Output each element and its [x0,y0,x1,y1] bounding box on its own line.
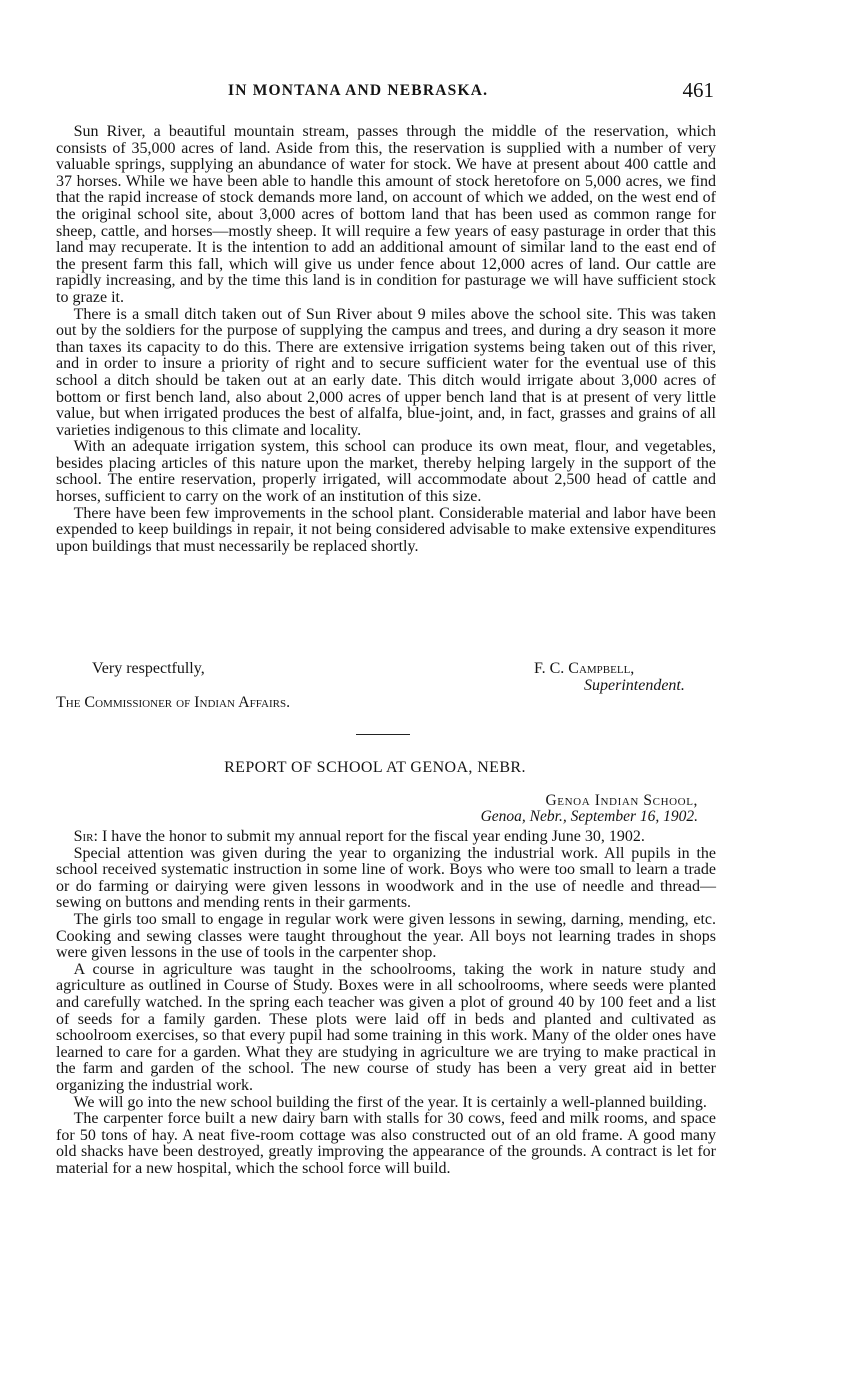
running-title: IN MONTANA AND NEBRASKA. [228,82,489,99]
paragraph-new-building: We will go into the new school building the first of the year. It is certainly a well-planned building. [73,1093,707,1111]
signer-name: F. C. Campbell, [534,660,635,677]
opening-text: I have the honor to submit my annual report for the fiscal year ending June 30, 1902. [101,828,645,845]
paragraph-opening [56,829,716,846]
page-number: 461 [682,78,714,102]
signature-block [56,660,716,694]
section-divider [356,734,410,735]
paragraph-girls-lessons: The girls too small to engage in regular work were given lessons in sewing, darning, mending, etc. Cooking and sewing classes were taught throughout the year. All boys not learning trades in shops were given lessons in the use of tools in the carpenter shop. [56,910,716,962]
genoa-report-body [56,829,716,1177]
salutation: Sir: [73,828,98,845]
paragraph-carpenter-force: The carpenter force built a new dairy barn with stalls for 30 cows, feed and milk rooms, and space for 50 tons of hay. A neat five-room cottage was also constructed out of an old frame. A good many old shacks have been destroyed, greatly improving the appearance of the grounds. A contract is let for material for a new hospital, which the school force will build. [56,1110,716,1177]
signer-title: Superintendent. [584,677,685,694]
paragraph-irrigation-ditch: There is a small ditch taken out of Sun River about 9 miles above the school site. This was taken out by the soldiers for the purpose of supplying the campus and trees, and during a dry season it more than taxes its capacity to do this. There are extensive irrigation systems being taken out of this river, and in order to insure a priority of right and to secure sufficient water for the eventual use of this school a ditch should be taken out at an early date. This ditch would irrigate about 3,000 acres of bottom or first bench land, also about 2,000 acres of upper bench land that is at present of very little value, but when irrigated produces the best of alfalfa, blue-joint, and, in fact, grasses and grains of all varieties indigenous to this climate and locality. [56,305,716,439]
paragraph-agriculture: A course in agriculture was taught in the schoolrooms, taking the work in nature study and agriculture as outlined in Course of Study. Boxes were in all schoolrooms, where seeds were planted and carefully watched. In the spring each teacher was given a plot of ground 40 by 100 feet and a list of seeds for a family garden. These plots were laid off in beds and planted and cultivated as schoolroom exercises, so that every pupil had some training in this work. Many of the older ones have learned to care for a garden. What they are studying in agriculture we are trying to make practical in the farm and garden of the school. The new course of study has been a very great aid in better organizing the industrial work. [56,960,716,1094]
report-heading: REPORT OF SCHOOL AT GENOA, NEBR. [224,759,526,776]
closing: Very respectfully, [92,660,205,677]
paragraph-sun-river: Sun River, a beautiful mountain stream, passes through the middle of the reservation, which consists of 35,000 acres of land. Aside from this, the reservation is supplied with a number of very valuable springs, supplying an abundance of water for stock. We have at present about 400 cattle and 37 horses. While we have been able to handle this amount of stock heretofore on 5,000 acres, we find that the rapid increase of stock demands more land, on account of which we added, on the west end of the original school site, about 3,000 acres of bottom land that has been used as common range for sheep, cattle, and horses—mostly sheep. It will require a few years of easy pasturage in order that this land may recuperate. It is the intention to add an additional amount of similar land to the east end of the present farm this fall, which will give us under fence about 12,000 acres of land. Our cattle are rapidly increasing, and by the time this land is in condition for pasturage we will have sufficient stock to graze it. [56,123,716,306]
paragraph-industrial-work: Special attention was given during the year to organizing the industrial work. All pupils in the school received systematic instruction in some line of work. Boys who were too small to learn a trade or do farming or dairying were given lessons in woodwork and in the use of needle and thread—sewing on buttons and mending rents in their garments. [56,844,716,912]
paragraph-improvements: There have been few improvements in the school plant. Considerable material and labor have been expended to keep buildings in repair, it not being considered advisable to make extensive expenditures upon buildings that must necessarily be replaced shortly. [56,504,716,555]
school-name: Genoa Indian School, [545,792,698,809]
place-date: Genoa, Nebr., September 16, 1902. [480,808,698,825]
addressee: The Commissioner of Indian Affairs. [56,694,291,711]
page-header [0,78,842,108]
paragraph-irrigation-system: With an adequate irrigation system, this school can produce its own meat, flour, and vegetables, besides placing articles of this nature upon the market, thereby helping largely in the support of the school. The entire reservation, properly irrigated, will accommodate about 2,500 head of cattle and horses, sufficient to carry on the work of an institution of this size. [56,438,716,506]
montana-report-body [56,124,716,555]
